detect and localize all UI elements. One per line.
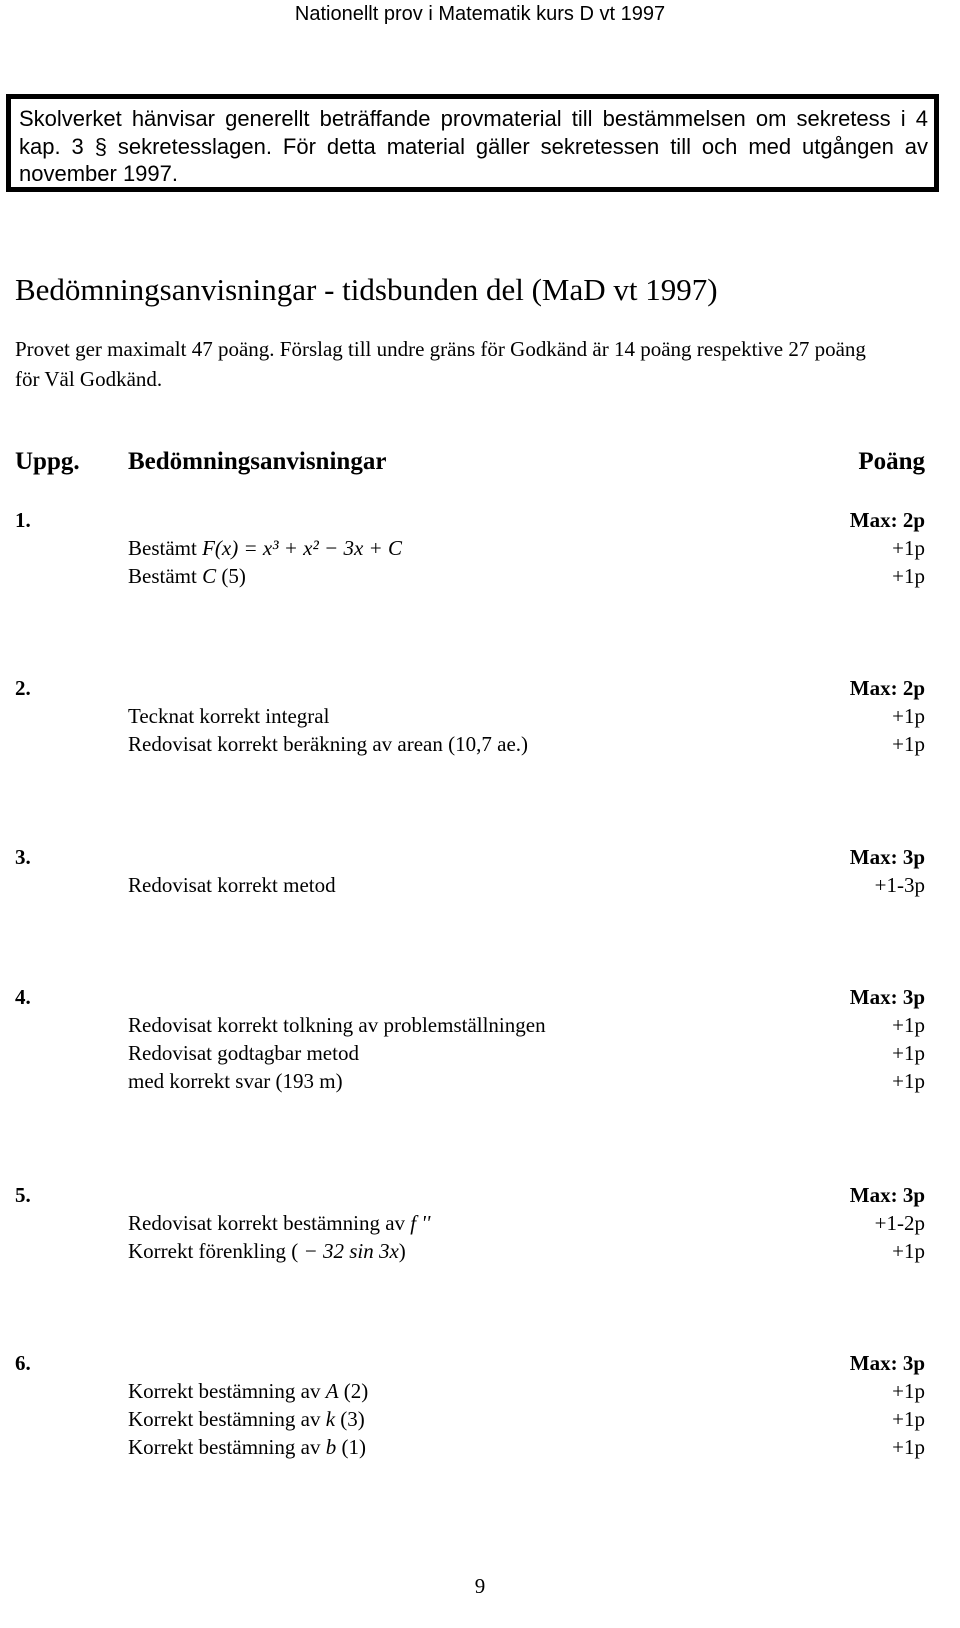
criterion-row [15, 1433, 925, 1461]
criterion-text: Tecknat korrekt integral [128, 704, 330, 728]
column-header-points: Poäng [858, 448, 925, 475]
task-max-points: Max: 2p [849, 508, 925, 532]
criterion-suffix: ) [398, 1239, 406, 1263]
formula-antiderivative: F(x) = x³ + x² − 3x + C [202, 536, 402, 560]
task-head [15, 674, 925, 702]
document-title: Bedömningsanvisningar - tidsbunden del (MaD vt 1997) [15, 272, 718, 307]
criterion-prefix: Korrekt bestämning av [128, 1435, 326, 1459]
criterion-text [128, 1433, 366, 1461]
criterion-row [15, 871, 925, 899]
criterion-prefix: Bestämt [128, 564, 203, 588]
criterion-points: +1p [892, 1435, 925, 1459]
intro-paragraph: Provet ger maximalt 47 poäng. Förslag till undre gräns för Godkänd är 14 poäng respektive 27 poäng för Väl Godkänd. [15, 337, 866, 391]
criterion-points: +1p [892, 1239, 925, 1263]
criterion-prefix: Redovisat korrekt bestämning av [128, 1211, 411, 1235]
task-max-points: Max: 3p [849, 985, 925, 1009]
criterion-suffix: (2) [338, 1379, 369, 1403]
criterion-row [15, 702, 925, 730]
task-1 [15, 506, 925, 590]
task-3 [15, 843, 925, 899]
criterion-suffix: (5) [216, 564, 246, 588]
task-head [15, 843, 925, 871]
confidentiality-notice: Skolverket hänvisar generellt beträffande provmaterial till bestämmelsen om sekretess i 4 kap. 3 § sekretesslagen. För detta material gäller sekretessen till och med utgången av november 1997. [6, 94, 939, 192]
task-number: 5. [15, 1183, 31, 1207]
criterion-row [15, 1209, 925, 1237]
criterion-points: +1p [892, 564, 925, 588]
criterion-text: Redovisat godtagbar metod [128, 1041, 359, 1065]
criterion-math: C [202, 564, 217, 588]
criterion-text [128, 1237, 406, 1265]
task-max-points: Max: 2p [849, 676, 925, 700]
criterion-text: med korrekt svar (193 m) [128, 1069, 343, 1093]
criterion-points: +1-3p [874, 873, 925, 897]
criterion-row [15, 1067, 925, 1095]
task-head [15, 1181, 925, 1209]
criterion-row [15, 534, 925, 562]
task-5 [15, 1181, 925, 1265]
criterion-points: +1p [892, 1069, 925, 1093]
criterion-row [15, 562, 925, 590]
criterion-math: k [325, 1407, 336, 1431]
criterion-text [128, 1209, 430, 1237]
criterion-prefix: Korrekt bestämning av [128, 1379, 326, 1403]
criterion-prefix: Korrekt förenkling ( [128, 1239, 304, 1263]
criterion-text: Redovisat korrekt tolkning av problemställningen [128, 1013, 546, 1037]
criterion-row [15, 730, 925, 758]
criterion-row [15, 1377, 925, 1405]
task-max-points: Max: 3p [849, 845, 925, 869]
task-6 [15, 1349, 925, 1461]
criterion-text: Redovisat korrekt metod [128, 873, 336, 897]
running-header: Nationellt prov i Matematik kurs D vt 1997 [294, 3, 666, 25]
criterion-text [128, 1377, 368, 1405]
criterion-row [15, 1405, 925, 1433]
criterion-text [128, 562, 246, 590]
criterion-math: − 32 sin 3x [303, 1239, 399, 1263]
criterion-suffix: (1) [336, 1435, 366, 1459]
criterion-points: +1p [892, 1013, 925, 1037]
criterion-row [15, 1011, 925, 1039]
criterion-text [128, 534, 402, 562]
criterion-text [128, 1405, 365, 1433]
criterion-row [15, 1039, 925, 1067]
task-number: 2. [15, 676, 31, 700]
task-head [15, 983, 925, 1011]
criterion-points: +1p [892, 1407, 925, 1431]
task-number: 6. [15, 1351, 31, 1375]
criterion-points: +1p [892, 1041, 925, 1065]
column-header-guidelines: Bedömningsanvisningar [128, 448, 387, 475]
column-header-task: Uppg. [15, 448, 80, 475]
criterion-suffix: (3) [335, 1407, 365, 1431]
criterion-text: Redovisat korrekt beräkning av arean (10,7 ae.) [128, 732, 529, 756]
criterion-math: A [325, 1379, 339, 1403]
task-number: 3. [15, 845, 31, 869]
criterion-points: +1-2p [874, 1211, 925, 1235]
task-max-points: Max: 3p [849, 1183, 925, 1207]
criterion-math: b [325, 1435, 337, 1459]
task-2 [15, 674, 925, 758]
task-4 [15, 983, 925, 1095]
criterion-points: +1p [892, 704, 925, 728]
task-number: 1. [15, 508, 31, 532]
criterion-points: +1p [892, 732, 925, 756]
task-number: 4. [15, 985, 31, 1009]
page-number: 9 [474, 1574, 486, 1598]
task-max-points: Max: 3p [849, 1351, 925, 1375]
task-head [15, 506, 925, 534]
criterion-points: +1p [892, 1379, 925, 1403]
criterion-points: +1p [892, 536, 925, 560]
criterion-prefix: Bestämt [128, 536, 203, 560]
criterion-row [15, 1237, 925, 1265]
column-headers [15, 445, 925, 479]
criterion-prefix: Korrekt bestämning av [128, 1407, 326, 1431]
task-head [15, 1349, 925, 1377]
criterion-math: f '' [410, 1211, 431, 1235]
